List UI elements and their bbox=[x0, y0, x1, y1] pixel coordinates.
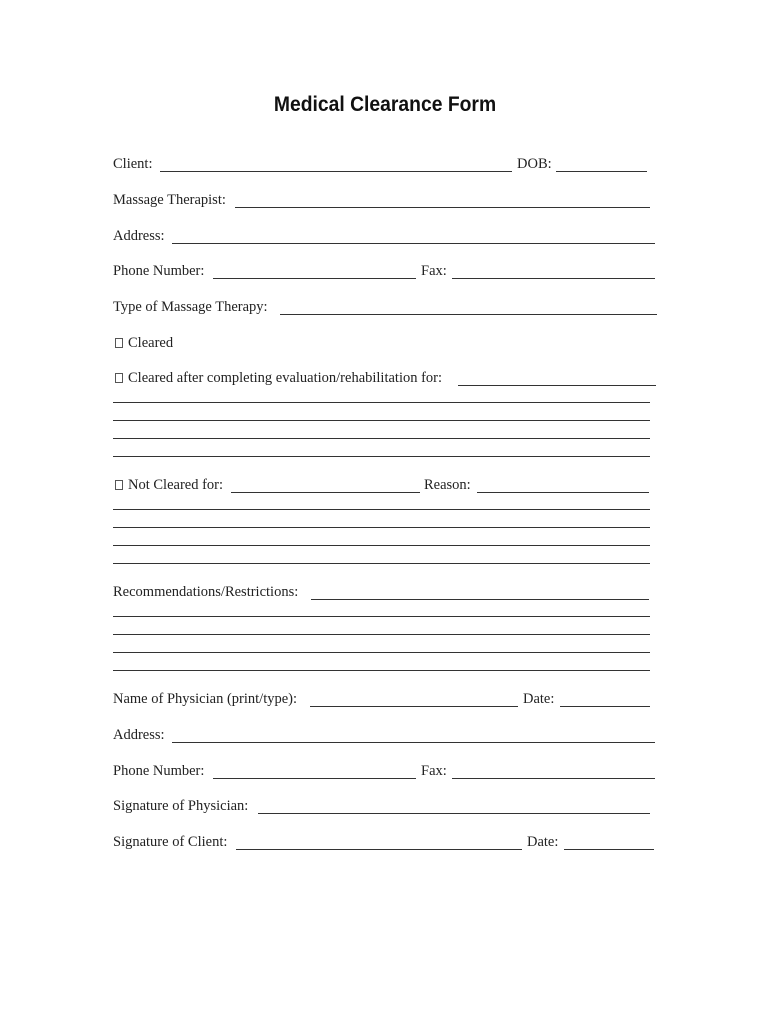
cleared-option bbox=[115, 334, 173, 352]
signature-of-client-field[interactable] bbox=[236, 834, 522, 850]
not-cleared-checkbox[interactable] bbox=[115, 480, 123, 490]
client-label: Client: bbox=[113, 156, 153, 172]
client-date-field[interactable] bbox=[564, 834, 654, 850]
address-field[interactable] bbox=[172, 228, 655, 244]
cleared-after-line-4[interactable] bbox=[113, 456, 650, 457]
physician-phone-number-field[interactable] bbox=[213, 763, 416, 779]
recommendations-line-1[interactable] bbox=[113, 616, 650, 617]
physician-address-field[interactable] bbox=[172, 727, 655, 743]
not-cleared-option bbox=[115, 476, 223, 494]
massage-therapist-field[interactable] bbox=[235, 192, 650, 208]
not-cleared-line-1[interactable] bbox=[113, 509, 650, 510]
cleared-checkbox[interactable] bbox=[115, 338, 123, 348]
recommendations-line-3[interactable] bbox=[113, 652, 650, 653]
cleared-label: Cleared bbox=[128, 335, 174, 351]
signature-of-physician-field[interactable] bbox=[258, 798, 650, 814]
physician-date-label: Date: bbox=[523, 691, 555, 707]
reason-field[interactable] bbox=[477, 477, 649, 493]
cleared-after-field[interactable] bbox=[458, 370, 656, 386]
address-label: Address: bbox=[113, 228, 165, 244]
reason-label: Reason: bbox=[424, 477, 471, 493]
client-field[interactable] bbox=[160, 156, 512, 172]
dob-field[interactable] bbox=[556, 156, 647, 172]
not-cleared-for-field[interactable] bbox=[231, 477, 420, 493]
cleared-after-checkbox[interactable] bbox=[115, 373, 123, 383]
phone-number-field[interactable] bbox=[213, 263, 416, 279]
cleared-after-line-2[interactable] bbox=[113, 420, 650, 421]
recommendations-label: Recommendations/Restrictions: bbox=[113, 584, 299, 600]
signature-of-client-label: Signature of Client: bbox=[113, 834, 228, 850]
fax-field[interactable] bbox=[452, 263, 655, 279]
cleared-after-line-3[interactable] bbox=[113, 438, 650, 439]
fax-label: Fax: bbox=[421, 263, 447, 279]
name-of-physician-field[interactable] bbox=[310, 691, 518, 707]
physician-phone-number-label: Phone Number: bbox=[113, 763, 205, 779]
physician-fax-label: Fax: bbox=[421, 763, 447, 779]
recommendations-field[interactable] bbox=[311, 584, 649, 600]
cleared-after-line-1[interactable] bbox=[113, 402, 650, 403]
client-date-label: Date: bbox=[527, 834, 559, 850]
recommendations-line-2[interactable] bbox=[113, 634, 650, 635]
dob-label: DOB: bbox=[517, 156, 552, 172]
not-cleared-line-4[interactable] bbox=[113, 563, 650, 564]
type-of-massage-therapy-label: Type of Massage Therapy: bbox=[113, 299, 268, 315]
not-cleared-line-2[interactable] bbox=[113, 527, 650, 528]
signature-of-physician-label: Signature of Physician: bbox=[113, 798, 249, 814]
cleared-after-option bbox=[115, 369, 442, 387]
massage-therapist-label: Massage Therapist: bbox=[113, 192, 226, 208]
not-cleared-for-label: Not Cleared for: bbox=[128, 477, 224, 493]
phone-number-label: Phone Number: bbox=[113, 263, 205, 279]
name-of-physician-label: Name of Physician (print/type): bbox=[113, 691, 298, 707]
cleared-after-label: Cleared after completing evaluation/rehabilitation for: bbox=[128, 370, 443, 386]
recommendations-line-4[interactable] bbox=[113, 670, 650, 671]
type-of-massage-therapy-field[interactable] bbox=[280, 299, 657, 315]
physician-address-label: Address: bbox=[113, 727, 165, 743]
physician-date-field[interactable] bbox=[560, 691, 650, 707]
not-cleared-line-3[interactable] bbox=[113, 545, 650, 546]
physician-fax-field[interactable] bbox=[452, 763, 655, 779]
form-title: Medical Clearance Form bbox=[273, 93, 497, 116]
